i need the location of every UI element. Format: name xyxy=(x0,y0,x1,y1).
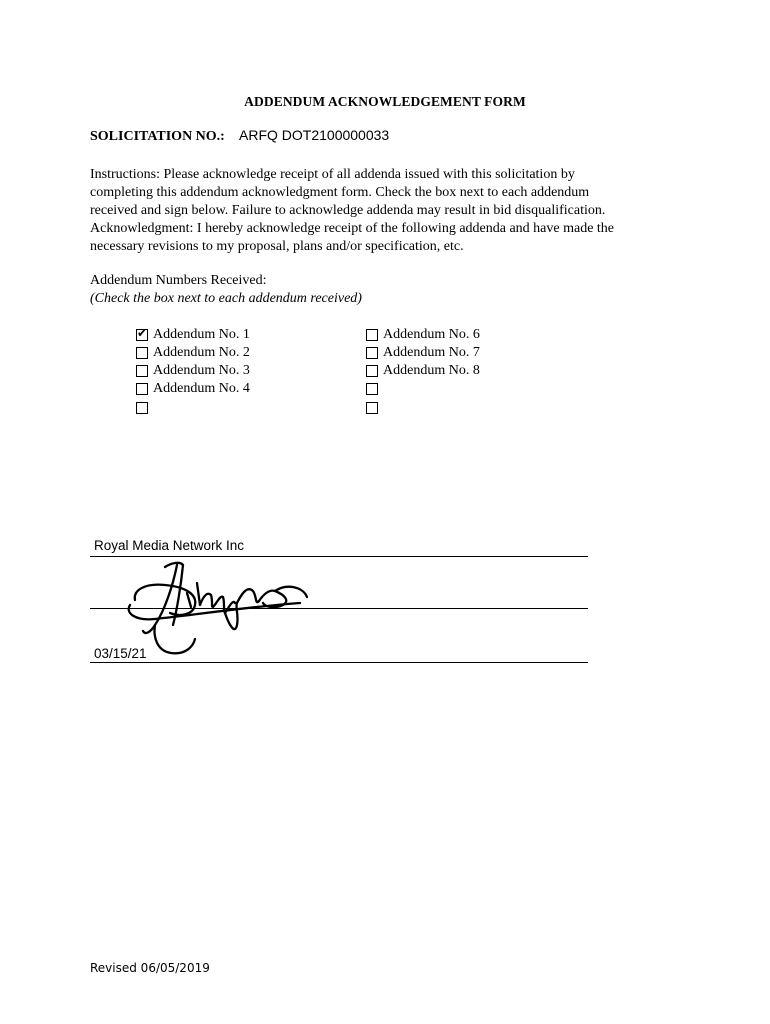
addendum-label: Addendum No. 8 xyxy=(383,363,480,378)
form-title: ADDENDUM ACKNOWLEDGEMENT FORM xyxy=(244,94,526,109)
instructions-line: received and sign below. Failure to acknowledge addenda may result in bid disqualification. xyxy=(90,203,606,218)
addendum-row[interactable] xyxy=(366,326,480,344)
received-hint: (Check the box next to each addendum received) xyxy=(90,291,362,306)
instructions-line: necessary revisions to my proposal, plans and/or specification, etc. xyxy=(90,239,464,254)
addendum-7-checkbox[interactable] xyxy=(366,347,378,359)
addendum-row[interactable] xyxy=(136,399,153,417)
instructions-text xyxy=(90,166,680,256)
addendum-label: Addendum No. 6 xyxy=(383,327,480,342)
date-field[interactable]: 03/15/21 xyxy=(94,646,147,661)
date-line xyxy=(90,662,588,663)
instructions-line: completing this addendum acknowledgment form. Check the box next to each addendum xyxy=(90,185,590,200)
company-name-field[interactable]: Royal Media Network Inc xyxy=(94,538,245,553)
addendum-6-checkbox[interactable] xyxy=(366,329,378,341)
instructions-line: Acknowledgment: I hereby acknowledge receipt of the following addenda and have made the xyxy=(90,221,615,236)
solicitation-number-field[interactable]: ARFQ DOT2100000033 xyxy=(239,127,390,143)
addendum-4-checkbox[interactable] xyxy=(136,383,148,395)
addendum-2-checkbox[interactable] xyxy=(136,347,148,359)
addendum-label: Addendum No. 4 xyxy=(153,381,250,396)
addendum-row[interactable] xyxy=(136,326,250,344)
revised-date: Revised 06/05/2019 xyxy=(90,961,210,975)
addendum-row[interactable] xyxy=(136,344,250,362)
addendum-row[interactable] xyxy=(136,380,250,398)
addendum-label: Addendum No. 7 xyxy=(383,345,480,360)
signature-image[interactable] xyxy=(125,555,315,660)
addendum-blank-checkbox[interactable] xyxy=(366,402,378,414)
solicitation-label: SOLICITATION NO.: xyxy=(90,129,225,144)
addendum-label: Addendum No. 3 xyxy=(153,363,250,378)
addendum-8-checkbox[interactable] xyxy=(366,365,378,377)
addendum-3-checkbox[interactable] xyxy=(136,365,148,377)
addendum-row[interactable] xyxy=(366,362,480,380)
addendum-label: Addendum No. 1 xyxy=(153,327,250,342)
addendum-blank-checkbox[interactable] xyxy=(366,383,378,395)
addendum-blank-checkbox[interactable] xyxy=(136,402,148,414)
instructions-line: Instructions: Please acknowledge receipt of all addenda issued with this solicitation by xyxy=(90,167,575,182)
addendum-row[interactable] xyxy=(366,399,383,417)
addendum-row[interactable] xyxy=(366,380,383,398)
addendum-row[interactable] xyxy=(136,362,250,380)
addendum-label: Addendum No. 2 xyxy=(153,345,250,360)
received-label: Addendum Numbers Received: xyxy=(90,273,267,288)
addendum-row[interactable] xyxy=(366,344,480,362)
addendum-1-checkbox[interactable] xyxy=(136,329,148,341)
